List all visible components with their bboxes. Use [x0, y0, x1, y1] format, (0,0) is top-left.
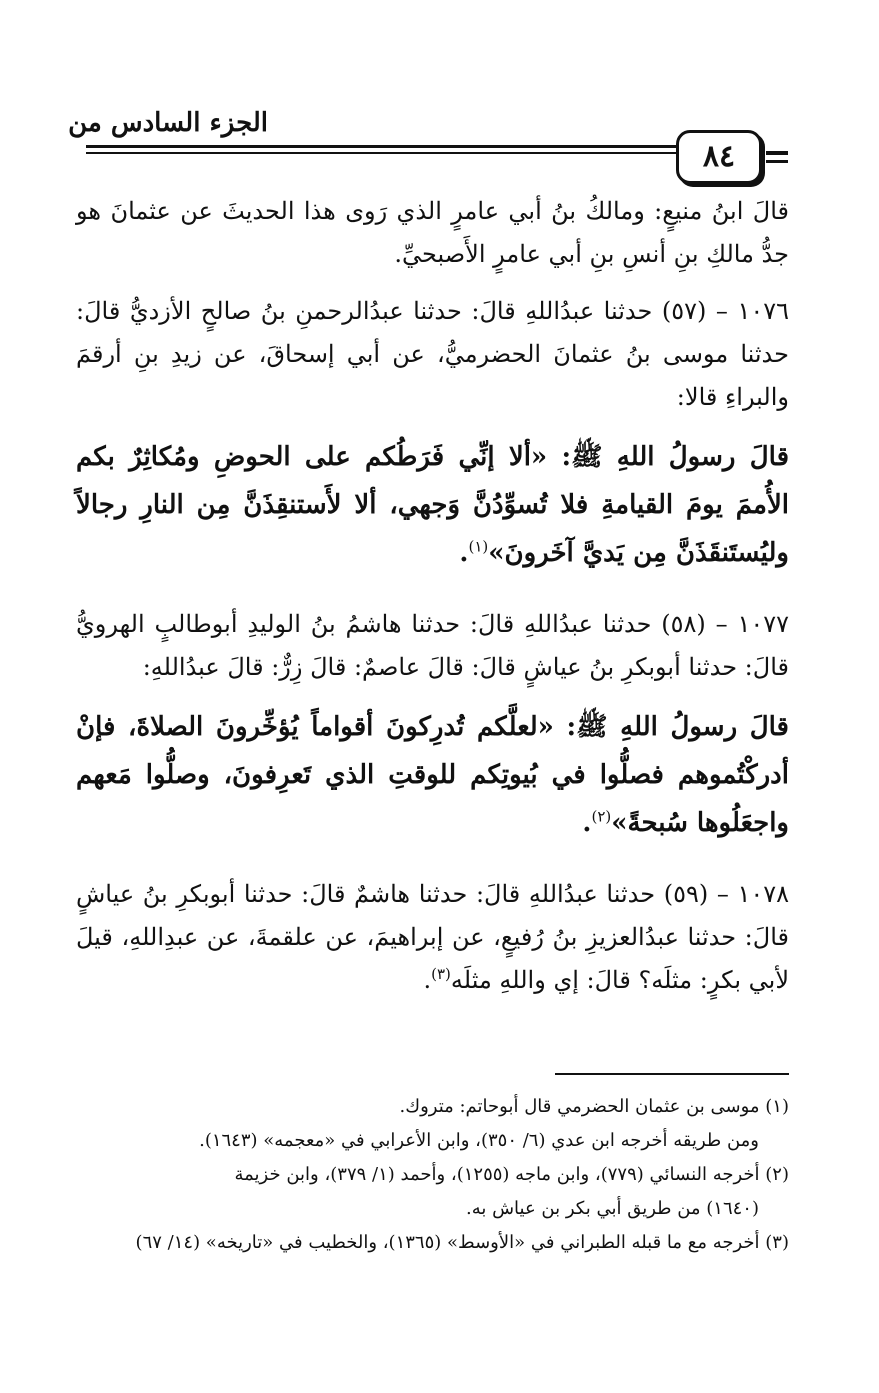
footnote-3: (٣) أخرجه مع ما قبله الطبراني في «الأوسط» (١٣٦٥)، والخطيب في «تاريخه» (١٤/ ٦٧): [135, 1232, 789, 1253]
hadith-1076-isnad: ١٠٧٦ – (٥٧) حدثنا عبدُاللهِ قالَ: حدثنا عبدُالرحمنِ بنُ صالحٍ الأزديُّ قالَ: حدثنا موسى بنُ عثمانَ الحضرميُّ، عن أبي إسحاقَ، عن زيدِ بنِ أرقمَ والبراءِ قالا:: [76, 297, 790, 411]
running-header-title: الجزء السادس من: [68, 108, 268, 138]
footnote-ref: (٣): [431, 965, 451, 983]
header-rule-stub: [766, 151, 788, 155]
hadith-1078: ١٠٧٨ – (٥٩) حدثنا عبدُاللهِ قالَ: حدثنا هاشمٌ قالَ: حدثنا أبوبكرِ بنُ عياشٍ قالَ: حدثنا عبدُالعزيزِ بنُ رُفيعٍ، عن إبراهيمَ، عن علقمةَ، عن عبدِاللهِ، قيلَ لأبي بكرٍ: مثلَه؟ قالَ: إي واللهِ مثلَه$^{(٣)}$.: [76, 880, 789, 994]
hadith-1077-text: «لعلَّكم تُدرِكونَ أقواماً يُؤخِّرونَ الصلاةَ، فإنْ أدركْتُموهم فصلُّوا في بُيوتِكم للوقتِ الذي تَعرِفونَ، وصلُّوا مَعهم واجعَلُوها سُبحةً»: [76, 712, 789, 838]
prophet-saying-intro: قالَ رسولُ اللهِ ﷺ:: [561, 442, 789, 472]
hadith-1077-matn: قالَ رسولُ اللهِ ﷺ: «لعلَّكم تُدرِكونَ أقواماً يُؤخِّرونَ الصلاةَ، فإنْ أدركْتُموهم فصلُّوا في بُيوتِكم للوقتِ الذي تَعرِفونَ، وصلُّوا مَعهم واجعَلُوها سُبحةً»$^{(٢)}$.: [76, 712, 789, 838]
footnote-1: (١) موسى بن عثمان الحضرمي قال أبوحاتم: متروك.: [399, 1096, 789, 1117]
header-rule-stub: [766, 160, 788, 163]
footnote-ref: (١): [468, 537, 489, 556]
page-body: [76, 190, 789, 1002]
page-number: ٨٤: [702, 139, 736, 174]
page-number-frame: [676, 130, 762, 184]
footnote-2: (٢) أخرجه النسائي (٧٧٩)، وابن ماجه (١٢٥٥)، وأحمد (١/ ٣٧٩)، وابن خزيمة: [234, 1164, 789, 1185]
header-rule: [86, 145, 678, 148]
header-rule: [86, 152, 678, 154]
paragraph-ibn-mani: قالَ ابنُ منيعٍ: ومالكُ بنُ أبي عامرٍ الذي رَوى هذا الحديثَ عن عثمانَ هو جدُّ مالكِ بنِ أنسِ بنِ أبي عامرٍ الأَصبحيِّ.: [76, 197, 789, 268]
hadith-1076-matn: قالَ رسولُ اللهِ ﷺ: «ألا إنِّي فَرَطُكم على الحوضِ ومُكاثِرٌ بكم الأُممَ يومَ القيامةِ فلا تُسوِّدُنَّ وَجهي، ألا لأَستنقِذَنَّ مِن النارِ رجالاً وليُستَنقَذَنَّ مِن يَديَّ آخَرونَ»$^{(١)}$.: [76, 442, 789, 568]
footnotes: [70, 1090, 789, 1260]
footnote-ref: (٢): [591, 807, 612, 826]
footnote-2-continuation: (١٦٤٠) من طريق أبي بكر بن عياش به.: [465, 1198, 759, 1219]
hadith-1076-text: «ألا إنِّي فَرَطُكم على الحوضِ ومُكاثِرٌ بكم الأُممَ يومَ القيامةِ فلا تُسوِّدُنَّ وَجهي، ألا لأَستنقِذَنَّ مِن النارِ رجالاً وليُستَنقَذَنَّ مِن يَديَّ آخَرونَ»: [76, 442, 789, 568]
footnote-separator: [555, 1073, 789, 1075]
hadith-1078-text: ١٠٧٨ – (٥٩) حدثنا عبدُاللهِ قالَ: حدثنا هاشمٌ قالَ: حدثنا أبوبكرِ بنُ عياشٍ قالَ: حدثنا عبدُالعزيزِ بنُ رُفيعٍ، عن إبراهيمَ، عن علقمةَ، عن عبدِاللهِ، قيلَ لأبي بكرٍ: مثلَه؟ قالَ: إي واللهِ مثلَه: [76, 880, 789, 994]
prophet-saying-intro: قالَ رسولُ اللهِ ﷺ:: [566, 712, 789, 742]
hadith-1077-isnad: ١٠٧٧ – (٥٨) حدثنا عبدُاللهِ قالَ: حدثنا هاشمُ بنُ الوليدِ أبوطالبٍ الهرويُّ قالَ: حدثنا أبوبكرِ بنُ عياشٍ قالَ: قالَ عاصمٌ: قالَ زِرٌّ: قالَ عبدُاللهِ:: [76, 610, 790, 681]
footnote-1-continuation: ومن طريقه أخرجه ابن عدي (٦/ ٣٥٠)، وابن الأعرابي في «معجمه» (١٦٤٣).: [199, 1130, 759, 1151]
